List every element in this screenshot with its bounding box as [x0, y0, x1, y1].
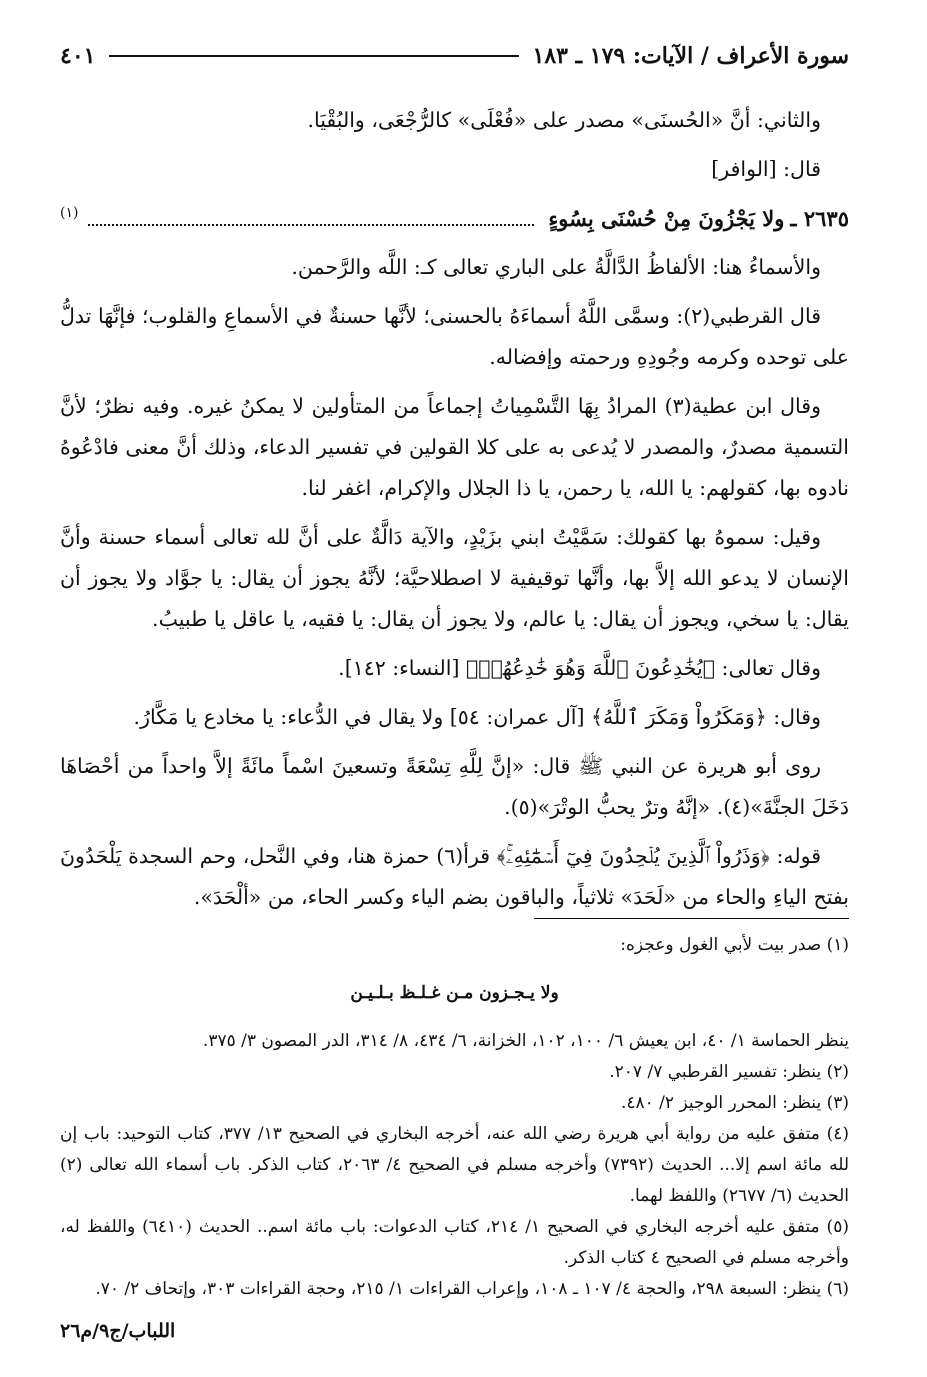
paragraph-9: روى أبو هريرة عن النبي ﷺ قال: «إنَّ لِلَّهِ تِسْعَةً وتسعينَ اسْماً مائَةً إلاَّ واحداً من أحْصَاهَا دَخَلَ الجنَّةَ»(٤). «إنَّهُ وترٌ يحبُّ الوتْرَ»(٥).	[60, 754, 849, 819]
paragraph-7: وقال تعالى: ﴿يُخَٰدِعُونَ ٱللَّهَ وَهُوَ خَٰدِعُهُمۡ﴾ [النساء: ١٤٢].	[338, 656, 821, 680]
footnote-6: (٦) ينظر: السبعة ٢٩٨، والحجة ٤/ ١٠٧ ـ ١٠٨، وإعراب القراءات ١/ ٢١٥، وحجة القراءات ٣٠٣، وإتحاف ٢/ ٧٠.	[95, 1279, 849, 1299]
poetry-verse	[60, 198, 849, 243]
footnote-1: (١) صدر بيت لأبي الغول وعجزه:	[620, 935, 849, 955]
footnote-5: (٥) متفق عليه أخرجه البخاري في الصحيح ١/ ٢١٤، كتاب الدعوات: باب مائة اسم.. الحديث (٦٤١٠) واللفظ له، وأخرجه مسلم في الصحيح ٤ كتاب الذكر.	[60, 1217, 849, 1268]
verse-text: ولا يَجْزُونَ مِنْ حُسْنَى بِسُوءٍ	[548, 206, 785, 231]
footnote-1-sources: ينظر الحماسة ١/ ٤٠، ابن يعيش ٦/ ١٠٠، ١٠٢، الخزانة، ٦/ ٤٣٤، ٨/ ٣١٤، الدر المصون ٣/ ٣٧٥.	[202, 1031, 849, 1051]
footnotes	[60, 930, 849, 1305]
verse-dotted-line	[88, 224, 534, 226]
paragraph-4: قال القرطبي(٢): وسمَّى اللَّهُ أسماءَهُ بالحسنى؛ لأنَّها حسنةٌ في الأسماعِ والقلوب؛ فإنَّهَا تدلُّ على توحده وكرمه وجُودِهِ ورحمته وإفضاله.	[60, 304, 849, 369]
paragraph-8: وقال: ﴿وَمَكَرُواْ وَمَكَرَ ٱللَّهُ﴾ [آل عمران: ٥٤] ولا يقال في الدُّعاء: يا مخادع يا مَكَّارُ.	[133, 705, 821, 729]
footnote-separator	[534, 918, 849, 919]
paragraph-2: قال: [الوافر]	[711, 157, 821, 181]
footnote-1-verse: ولا يـجـزون مـن غـلـظ بـلـيـن	[350, 983, 559, 1003]
header-title: سورة الأعراف / الآيات: ١٧٩ ـ ١٨٣	[532, 43, 849, 69]
verse-number: ٢٦٣٥ ـ	[790, 206, 849, 231]
verse-footnote-ref: (١)	[60, 205, 79, 221]
page-number: ٤٠١	[60, 43, 96, 69]
volume-signature: اللباب/ج٩/م٢٦	[60, 1320, 176, 1342]
header-rule	[109, 55, 518, 57]
paragraph-1: والثاني: أنَّ «الحُسنَى» مصدر على «فُعْلَى» كالرُّجْعَى، والبُقْيَا.	[307, 108, 821, 132]
footnote-3: (٣) ينظر: المحرر الوجيز ٢/ ٤٨٠.	[620, 1093, 849, 1113]
paragraph-6: وقيل: سموهُ بها كقولك: سَمَّيْتُ ابني بزَيْدٍ، والآية دَالَّةٌ على أنَّ لله تعالى أسماء حسنة وأنَّ الإنسان لا يدعو الله إلاَّ بها، وأنَّها توقيفية لا اصطلاحيَّة؛ لأنَّهُ يجوز أن يقال: يا جوَّاد ولا يجوز أن يقال: يا سخي، ويجوز أن يقال: يا عالم، ولا يجوز أن يقال: يا فقيه، يا عاقل يا طبيبُ.	[60, 525, 849, 631]
paragraph-5: وقال ابن عطية(٣) المرادُ بِهَا التَّسْمِياتُ إجماعاً من المتأولين لا يمكنُ غيره. وفيه نظرٌ؛ لأنَّ التسمية مصدرٌ، والمصدر لا يُدعى به على كلا القولين في تفسير الدعاء، وذلك أنَّ معنى فادْعُوهُ نادوه بها، كقولهم: يا الله، يا رحمن، يا ذا الجلال والإكرام، اغفر لنا.	[60, 394, 849, 500]
paragraph-10: قوله: ﴿وَذَرُواْ ٱلَّذِينَ يُلۡحِدُونَ فِيٓ أَسۡمَٰٓئِهِۦۚ﴾ قرأ(٦) حمزة هنا، وفي النَّحل، وحم السجدة يَلْحَدُونَ بفتح الياءِ والحاء من «لَحَدَ» ثلاثياً، والباقون بضم الياء وكسر الحاء، من «ألْحَدَ».	[60, 844, 849, 909]
paragraph-3: والأسماءُ هنا: الألفاظُ الدَّالَّةُ على الباري تعالى كـ: اللَّه والرَّحمن.	[291, 255, 821, 279]
main-text	[60, 100, 849, 926]
running-header	[60, 38, 849, 74]
footnote-2: (٢) ينظر: تفسير القرطبي ٧/ ٢٠٧.	[609, 1062, 849, 1082]
footnote-4: (٤) متفق عليه من رواية أبي هريرة رضي الله عنه، أخرجه البخاري في الصحيح ١٣/ ٣٧٧، كتاب التوحيد: باب إن لله مائة اسم إلا... الحديث (٧٣٩٢) وأخرجه مسلم في الصحيح ٤/ ٢٠٦٣، كتاب الذكر. باب أسماء الله تعالى (٢) الحديث (٦/ ٢٦٧٧) واللفظ لهما.	[60, 1124, 850, 1206]
